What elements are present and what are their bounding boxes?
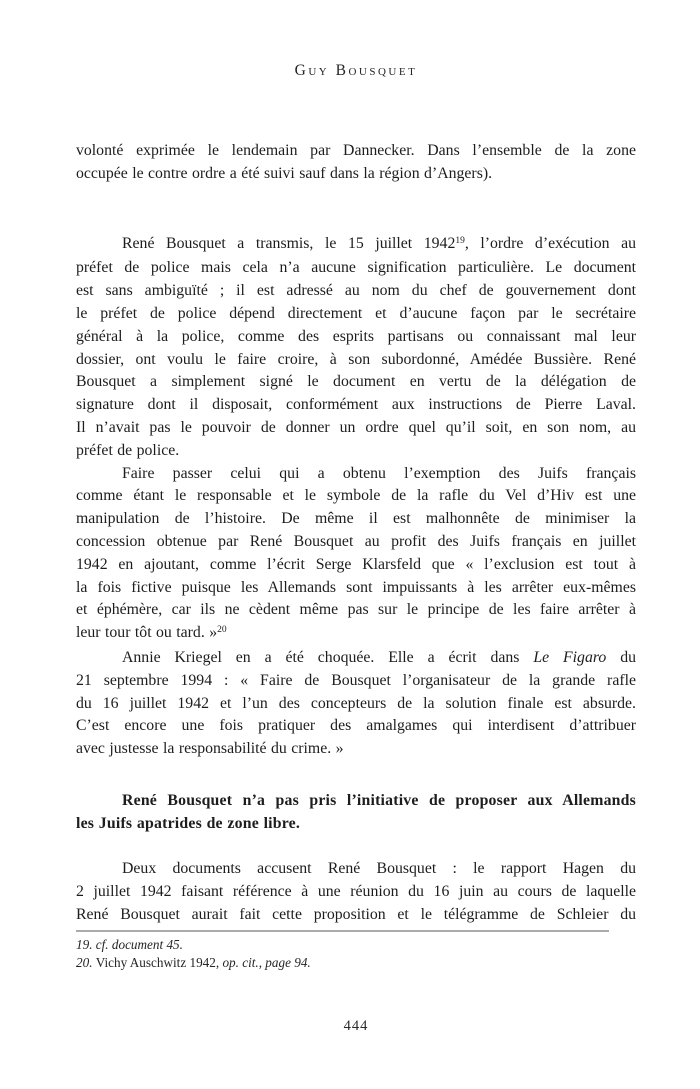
paragraph-deux-documents bbox=[76, 858, 636, 926]
text-segment: et éphémère, car ils ne cèdent même pas sur le principe de les faire arrêter à bbox=[76, 601, 636, 619]
text-line bbox=[76, 904, 636, 927]
text-segment: est sans ambiguïté ; il est adressé au nom du chef de gouvernement dont bbox=[76, 282, 636, 300]
paragraph-heading bbox=[76, 789, 636, 835]
page-content bbox=[76, 0, 636, 1035]
text-segment: Vichy Auschwitz 1942, bbox=[95, 954, 223, 970]
text-segment: leur tour tôt ou tard. » bbox=[76, 624, 218, 642]
page-number: 444 bbox=[343, 1018, 369, 1035]
paragraph-faire-passer bbox=[76, 463, 636, 647]
text-line bbox=[76, 163, 636, 186]
text-line bbox=[76, 881, 636, 904]
text-segment: le préfet de police dépend directement et d’aucune façon par le secrétaire bbox=[76, 304, 636, 322]
text-segment: 21 septembre 1994 : « Faire de Bousquet l’organisateur de la grande rafle bbox=[76, 671, 636, 689]
text-segment: Faire passer celui qui a obtenu l’exemption des Juifs français bbox=[122, 464, 636, 482]
text-segment: la fois fictive puisque les Allemands sont impuissants à les arrêter eux-mêmes bbox=[76, 578, 636, 596]
body-paragraphs bbox=[76, 140, 636, 926]
text-segment: 20. bbox=[76, 954, 96, 970]
text-segment: Il n’avait pas le pouvoir de donner un ordre quel qu’il soit, en son nom, au bbox=[76, 418, 636, 436]
text-segment: Le Figaro bbox=[533, 648, 607, 666]
text-line bbox=[76, 789, 636, 812]
text-line bbox=[76, 485, 636, 508]
text-segment: Deux documents accusent René Bousquet : le rapport Hagen du bbox=[122, 859, 636, 877]
footnote-ref: 20 bbox=[217, 625, 227, 636]
text-line bbox=[76, 257, 636, 280]
text-line bbox=[76, 599, 636, 622]
text-line bbox=[76, 349, 636, 372]
running-header: Guy Bousquet bbox=[294, 62, 418, 79]
text-segment: préfet de police mais cela n’a aucune signification particulière. Le document bbox=[76, 259, 636, 277]
text-segment: avec justesse la responsabilité du crime. » bbox=[76, 740, 344, 758]
text-segment: op. cit., page 94. bbox=[222, 954, 311, 970]
text-segment: préfet de police. bbox=[76, 441, 180, 459]
text-line bbox=[76, 531, 636, 554]
text-line bbox=[76, 440, 636, 463]
text-line bbox=[76, 693, 636, 716]
text-line bbox=[76, 554, 636, 577]
text-segment: 2 juillet 1942 faisant référence à une réunion du 16 juin au cours de laquelle bbox=[76, 882, 636, 900]
text-line bbox=[76, 647, 636, 670]
text-line bbox=[76, 738, 636, 761]
footnote-ref: 19 bbox=[455, 235, 465, 246]
text-line bbox=[76, 670, 636, 693]
text-segment: du 16 juillet 1942 et l’un des concepteurs de la solution finale est absurde. bbox=[76, 694, 636, 712]
text-line bbox=[76, 622, 636, 647]
text-line bbox=[76, 577, 636, 600]
footnote-line bbox=[76, 954, 636, 972]
footnote-rule bbox=[76, 930, 609, 932]
paragraph-transmission bbox=[76, 233, 636, 463]
text-segment: Annie Kriegel en a été choquée. Elle a écrit dans bbox=[122, 648, 534, 666]
text-segment: René Bousquet a transmis, le 15 juillet 1942 bbox=[122, 234, 456, 252]
text-segment: , l’ordre d’exécution au bbox=[464, 234, 636, 252]
text-segment: occupée le contre ordre a été suivi sauf dans la région d’Angers). bbox=[76, 164, 493, 182]
text-line bbox=[76, 326, 636, 349]
text-segment: dossier, ont voulu le faire croire, à son subordonné, Amédée Bussière. René bbox=[76, 350, 636, 368]
text-segment: comme étant le responsable et le symbole de la rafle du Vel d’Hiv est une bbox=[76, 487, 636, 505]
text-segment: C’est encore une fois pratiquer des amalgames qui interdisent d’attribuer bbox=[76, 717, 636, 735]
text-segment: signature dont il disposait, conformément aux instructions de Pierre Laval. bbox=[76, 396, 636, 414]
text-segment: René Bousquet n’a pas pris l’initiative de proposer aux Allemands bbox=[122, 791, 636, 809]
text-segment: volonté exprimée le lendemain par Dannecker. Dans l’ensemble de la zone bbox=[76, 142, 636, 159]
text-segment: général à la police, comme des esprits partisans ou connaissant mal leur bbox=[76, 327, 636, 345]
text-segment: 19. cf. document 45. bbox=[76, 937, 183, 953]
text-line bbox=[76, 812, 636, 835]
text-segment: 1942 en ajoutant, comme l’écrit Serge Klarsfeld que « l’exclusion est tout à bbox=[76, 555, 636, 573]
text-line bbox=[76, 303, 636, 326]
text-segment: Bousquet a simplement signé le document en vertu de la délégation de bbox=[76, 373, 636, 391]
text-line bbox=[76, 463, 636, 486]
text-segment: les Juifs apatrides de zone libre. bbox=[76, 814, 301, 832]
text-line bbox=[76, 233, 636, 258]
text-line bbox=[76, 508, 636, 531]
paragraph-continuation bbox=[76, 140, 636, 186]
text-line bbox=[76, 371, 636, 394]
text-line bbox=[76, 715, 636, 738]
text-segment: du bbox=[606, 648, 637, 666]
text-segment: manipulation de l’histoire. De même il est malhonnête de minimiser la bbox=[76, 510, 636, 528]
text-line bbox=[76, 140, 636, 163]
text-segment: concession obtenue par René Bousquet au profit des Juifs français en juillet bbox=[76, 532, 636, 550]
text-line bbox=[76, 417, 636, 440]
footnotes bbox=[76, 936, 636, 971]
footnote-line bbox=[76, 936, 636, 954]
text-line bbox=[76, 394, 636, 417]
text-segment: René Bousquet aurait fait cette proposition et le télégramme de Schleier du bbox=[76, 905, 636, 923]
text-line bbox=[76, 858, 636, 881]
text-line bbox=[76, 280, 636, 303]
paragraph-kriegel bbox=[76, 647, 636, 761]
